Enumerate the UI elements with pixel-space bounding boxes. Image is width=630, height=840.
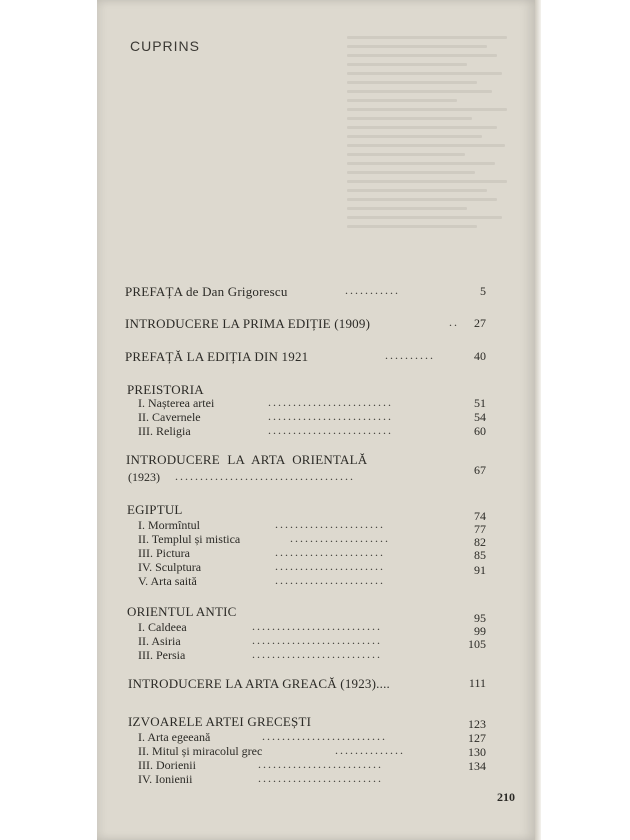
leader-dots: .............. <box>335 743 405 757</box>
toc-page-intro-orientala: 67 <box>474 463 486 477</box>
toc-section-page: 74 <box>474 509 486 523</box>
toc-page-intro-greaca: 111 <box>468 676 486 690</box>
leader-dots: ........... <box>345 283 400 297</box>
toc-item: III. Pictura <box>138 546 190 560</box>
leader-dots: ......................... <box>258 757 383 771</box>
toc-item-page: 51 <box>474 396 486 410</box>
toc-section-preistoria: PREISTORIA <box>127 382 204 397</box>
leader-dots: .................... <box>290 531 390 545</box>
toc-section-egiptul: EGIPTUL <box>127 502 183 517</box>
toc-section-orientul: ORIENTUL ANTIC <box>127 604 237 619</box>
leader-dots: ......................... <box>268 409 393 423</box>
toc-item-page: 77 <box>474 522 486 536</box>
leader-dots: ......................... <box>268 395 393 409</box>
leader-dots: ...................... <box>275 559 385 573</box>
leader-dots: ......................... <box>262 729 387 743</box>
leader-dots: ...................... <box>275 517 385 531</box>
page-title: CUPRINS <box>130 38 201 54</box>
toc-item-page: 91 <box>474 563 486 577</box>
toc-item: II. Cavernele <box>138 410 201 424</box>
toc-item-page: 134 <box>468 759 486 773</box>
toc-item: I. Caldeea <box>138 620 187 634</box>
leader-dots: .. <box>449 315 459 329</box>
leader-dots: ...................... <box>275 545 385 559</box>
toc-item: II. Asiria <box>138 634 181 648</box>
toc-item: V. Arta saită <box>138 574 197 588</box>
toc-item: I. Arta egeeană <box>138 730 211 744</box>
leader-dots: .......................... <box>252 619 382 633</box>
leader-dots: ......................... <box>268 423 393 437</box>
toc-entry-intro-orientala-year: (1923) <box>128 470 160 484</box>
leader-dots: ...................... <box>275 573 385 587</box>
toc-entry-intro-prima: INTRODUCERE LA PRIMA EDIȚIE (1909) <box>125 316 371 331</box>
toc-entry-prefata: PREFAȚA de Dan Grigorescu <box>125 284 288 299</box>
toc-page-intro-prima: 27 <box>474 316 486 330</box>
toc-entry-prefata-1921: PREFAȚĂ LA EDIȚIA DIN 1921 <box>125 349 309 364</box>
toc-section-page: 95 <box>474 611 486 625</box>
toc-item: III. Persia <box>138 648 186 662</box>
toc-entry-intro-orientala: INTRODUCERE LA ARTA ORIENTALĂ <box>126 452 368 467</box>
toc-item: I. Mormîntul <box>138 518 200 532</box>
leader-dots: .......... <box>385 348 435 362</box>
bleed-through-text <box>347 30 517 240</box>
leader-dots: .................................... <box>175 469 355 483</box>
toc-item: IV. Ionienii <box>138 772 193 786</box>
toc-item: II. Templul și mistica <box>138 532 241 546</box>
toc-item-page: 54 <box>474 410 486 424</box>
leader-dots: .......................... <box>252 633 382 647</box>
toc-section-page: 123 <box>468 717 486 731</box>
toc-item-page: 127 <box>468 731 486 745</box>
toc-item: III. Religia <box>138 424 191 438</box>
toc-entry-intro-greaca: INTRODUCERE LA ARTA GREACĂ (1923).... <box>128 676 390 691</box>
toc-item-page: 82 <box>474 535 486 549</box>
toc-item-page: 85 <box>474 548 486 562</box>
toc-page-prefata: 5 <box>480 284 486 298</box>
leader-dots: .......................... <box>252 647 382 661</box>
toc-page-prefata-1921: 40 <box>474 349 486 363</box>
toc-item: II. Mitul și miracolul grec <box>138 744 263 758</box>
toc-item: I. Nașterea artei <box>138 396 215 410</box>
leader-dots: ......................... <box>258 771 383 785</box>
toc-item-page: 105 <box>468 637 486 651</box>
toc-item-page: 130 <box>468 745 486 759</box>
toc-section-izvoarele: IZVOARELE ARTEI GRECEȘTI <box>128 714 312 729</box>
toc-item-page: 99 <box>474 624 486 638</box>
toc-item: III. Dorienii <box>138 758 196 772</box>
toc-item-page: 60 <box>474 424 486 438</box>
page-number: 210 <box>497 790 515 804</box>
toc-item: IV. Sculptura <box>138 560 202 574</box>
